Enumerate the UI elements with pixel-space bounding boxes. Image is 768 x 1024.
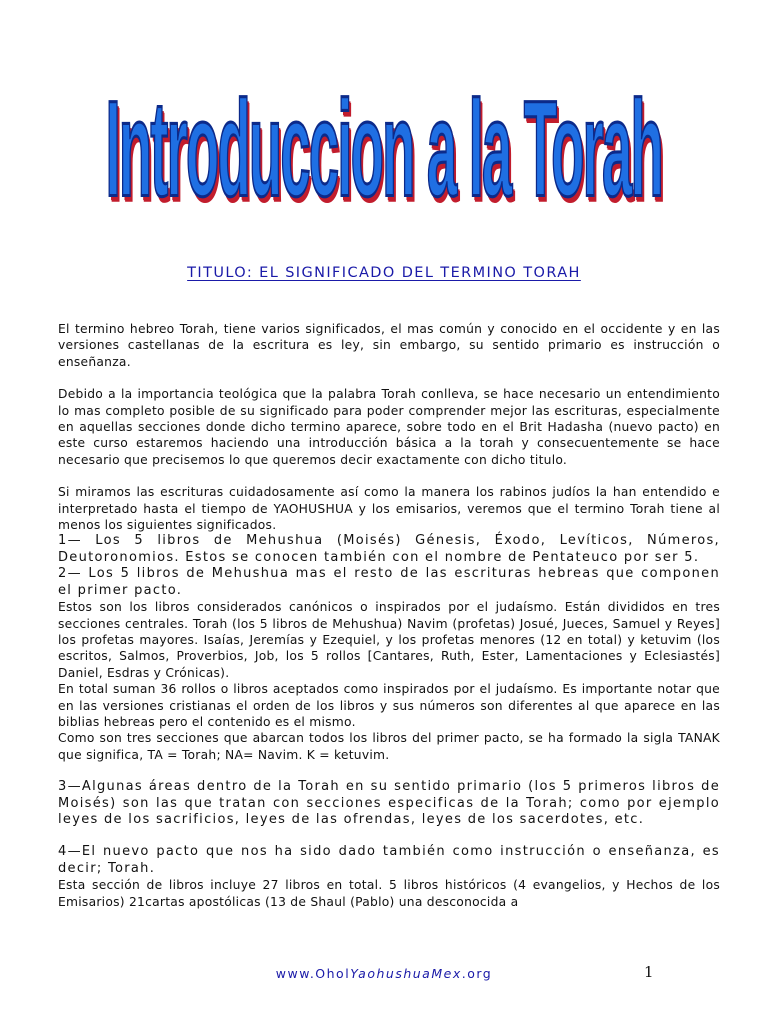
paragraph-total: En total suman 36 rollos o libros aceptados como inspirados por el judaísmo. Es importante notar que en las versiones cristianas el orden de los libros y sus números son diferentes al que aparece en las biblias hebreas pero el contenido es el mismo. [58,682,720,729]
paragraph-importance: Debido a la importancia teológica que la palabra Torah conlleva, se hace necesario un entendimiento lo mas completo posible de su significado para poder comprender mejor las escrituras, especialmente en aquellas secciones donde dicho termino aparece, sobre todo en el Brit Hadasha (nuevo pacto) en este curso estaremos haciendo una introducción básica a la torah y consecuentemente se hace necesario que precisemos lo que queremos decir exactamente con dicho titulo. [58,387,720,467]
title-banner [80,71,688,225]
section-heading-text: TITULO: EL SIGNIFICADO DEL TERMINO TORAH [187,265,581,281]
list-item-2: 2— Los 5 libros de Mehushua mas el resto de las escrituras hebreas que componen el primer pacto. [58,566,720,598]
document-body [58,321,720,910]
list-item-3: 3—Algunas áreas dentro de la Torah en su sentido primario (los 5 primeros libros de Moisés) son las que tratan con secciones especificas de la Torah; como por ejemplo leyes de los sacrificios, leyes de las ofrendas, leyes de los sacerdotes, etc. [58,779,720,827]
list-item-1: 1— Los 5 libros de Mehushua (Moisés) Génesis, Éxodo, Levíticos, Números, Deutoronomios. Estos se conocen también con el nombre de Pentateuco por ser 5. [58,533,720,565]
list-item-4: 4—El nuevo pacto que nos ha sido dado también como instrucción o enseñanza, es decir; Torah. [58,844,720,876]
footer-url-suffix: .org [461,966,493,981]
paragraph-new-covenant: Esta sección de libros incluye 27 libros en total. 5 libros históricos (4 evangelios, y Hechos de los Emisarios) 21cartas apostólicas (13 de Shaul (Pablo) una desconocida a [58,878,720,909]
paragraph-intro: El termino hebreo Torah, tiene varios significados, el mas común y conocido en el occidente y en las versiones castellanas de la escritura es ley, sin embargo, su sentido primario es instrucción o enseñanza. [58,322,720,369]
section-heading [0,265,768,281]
footer-url-prefix: www.Ohol [275,966,351,981]
paragraph-tanak: Como son tres secciones que abarcan todos los libros del primer pacto, se ha formado la sigla TANAK que significa, TA = Torah; NA= Navim. K = ketuvim. [58,731,720,762]
document-title: Introduccion a la Torah [105,71,663,225]
page-number: 1 [644,963,654,981]
footer-url-italic: YaohushuaMex [350,966,462,981]
paragraph-meanings: Si miramos las escrituras cuidadosamente así como la manera los rabinos judíos la han entendido e interpretado hasta el tiempo de YAOHUSHUA y los emisarios, veremos que el termino Torah tiene al menos los siguientes significados. [58,485,720,533]
paragraph-canon: Estos son los libros considerados canónicos o inspirados por el judaísmo. Están divididos en tres secciones centrales. Torah (los 5 libros de Mehushua) Navim (profetas) Josué, Jueces, Samuel y Reyes] los profetas mayores. Isaías, Jeremías y Ezequiel, y los profetas menores (12 en total) y ketuvim (los escritos, Salmos, Proverbios, Job, los 5 rollos [Cantares, Ruth, Ester, Lamentaciones y Eclesiastés] Daniel, Esdras y Crónicas). [58,600,720,680]
